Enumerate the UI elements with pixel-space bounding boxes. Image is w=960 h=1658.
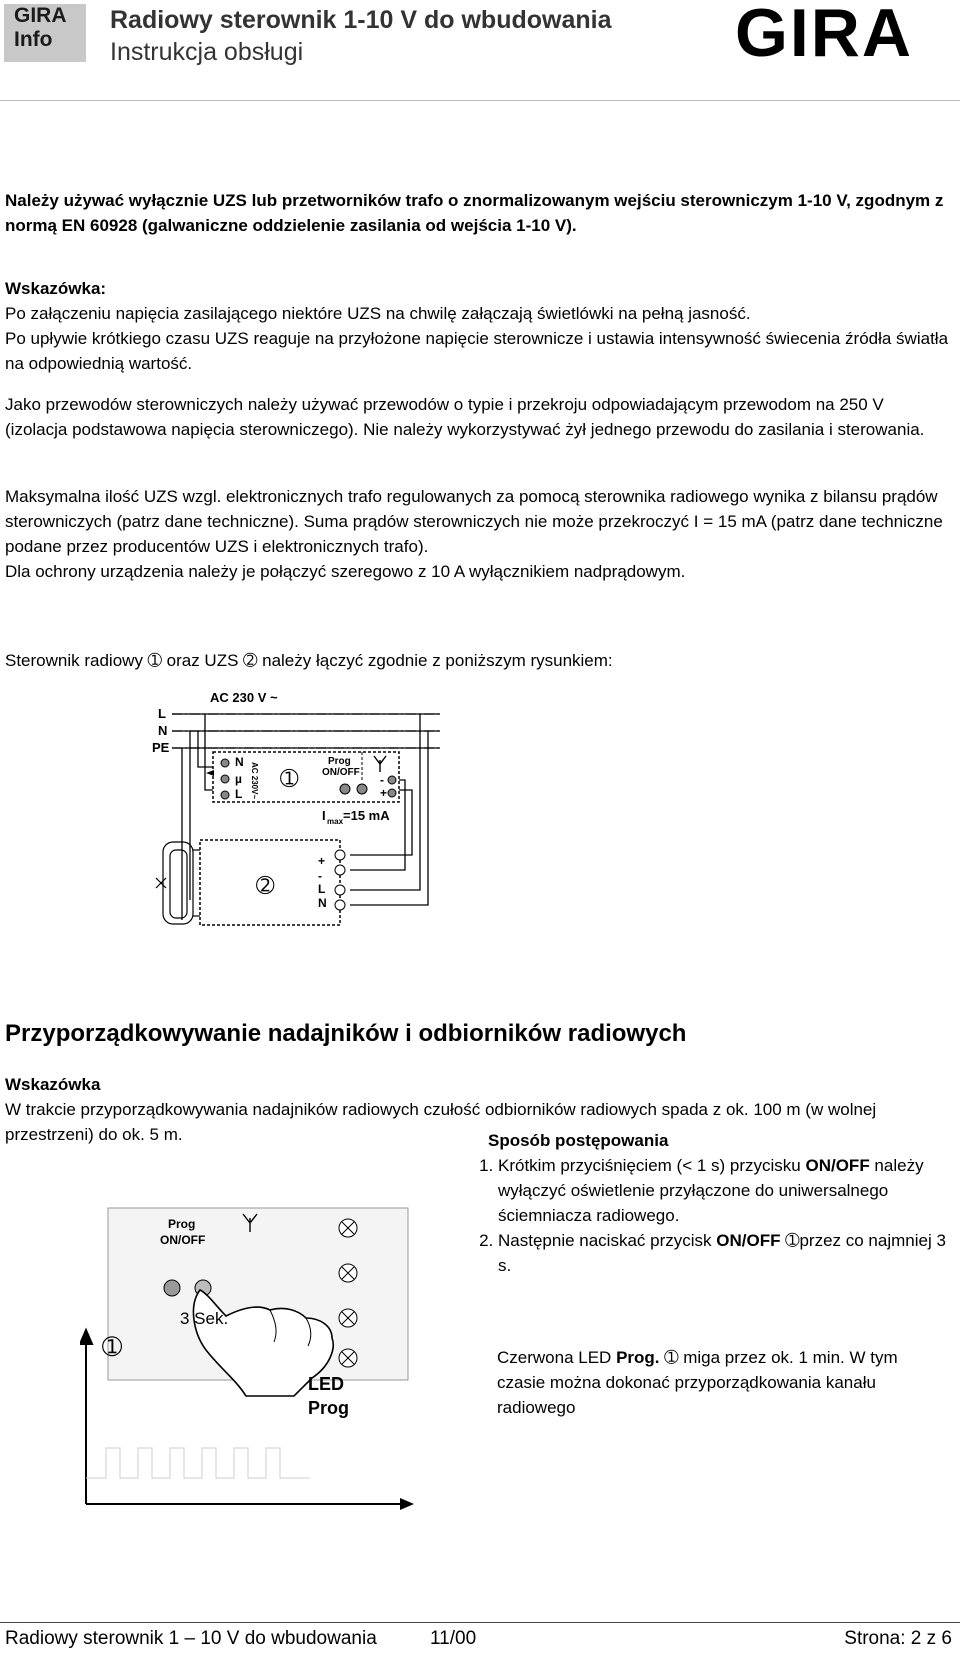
- led-blink-pulses: [86, 1448, 310, 1478]
- procedure-step-1: 1. Krótkim przyciśnięciem (< 1 s) przycisku ON/OFF należy wyłączyć oświetlenie przyłączone do uniwersalnego ściemniacza radiowego.: [498, 1153, 958, 1228]
- dev1-mu: µ: [235, 772, 242, 786]
- dev1-button: [357, 784, 367, 794]
- footer-page: Strona: 2 z 6: [844, 1628, 952, 1649]
- paragraph-max-current: [5, 484, 950, 584]
- procedure-step-2: 2. Następnie naciskać przycisk ON/OFF ➀przez co najmniej 3 s.: [498, 1228, 958, 1278]
- led-description: Czerwona LED Prog. ➀ miga przez ok. 1 min. W tym czasie można dokonać przyporządkowania kanału radiowego: [497, 1348, 898, 1417]
- imax-I: I: [322, 808, 326, 823]
- fig-seconds: 3 Sek.: [180, 1309, 229, 1328]
- fluorescent-lamp: [156, 842, 200, 924]
- dev1-plus: +: [380, 786, 388, 800]
- paragraph-max: Maksymalna ilość UZS wzgl. elektronicznych trafo regulowanych za pomocą sterownika radiowego wynika z bilansu prądów sterowniczych (patrz dane techniczne). Suma prądów sterowniczych nie może przekroczyć I = 15 mA (patrz dane techniczne podane przez producentów UZS i elektronicznych trafo).: [5, 487, 943, 556]
- led-prog-label: [308, 1372, 349, 1420]
- badge-line2: Info: [14, 28, 53, 51]
- procedure-block: [488, 1128, 958, 1278]
- footer-divider: [0, 1622, 960, 1623]
- gira-logo: GIRA: [735, 0, 913, 71]
- paragraph-protection: Dla ochrony urządzenia należy je połączyć szeregowo z 10 A wyłącznikiem nadprądowym.: [5, 562, 686, 581]
- gira-info-badge: [4, 4, 86, 62]
- fig-number: ➀: [102, 1334, 123, 1361]
- procedure-title: Sposób postępowania: [488, 1131, 669, 1150]
- page-title: Radiowy sterownik 1-10 V do wbudowania: [110, 6, 612, 34]
- dev1-N: N: [235, 755, 244, 769]
- wiring-diagram: [0, 690, 960, 980]
- footer-date: 11/00: [430, 1628, 477, 1649]
- dev1-led: [340, 784, 350, 794]
- badge-line1: GIRA: [14, 4, 67, 27]
- paragraph-connect: Sterownik radiowy ➀ oraz UZS ➁ należy łączyć zgodnie z poniższym rysunkiem:: [5, 651, 613, 670]
- dev1-minus: -: [380, 773, 384, 787]
- note-block-1: [5, 276, 950, 376]
- dev1-prog: Prog: [328, 756, 351, 767]
- imax-sub: max: [327, 817, 344, 826]
- dev2-plus: +: [318, 854, 326, 868]
- supply-label: AC 230 V ~: [210, 690, 278, 705]
- dev1-onoff: ON/OFF: [322, 767, 360, 778]
- dev1-number: ➀: [280, 766, 299, 791]
- fig-onoff: ON/OFF: [160, 1233, 206, 1247]
- imax-value: =15 mA: [343, 808, 390, 823]
- fig-prog: Prog: [168, 1217, 196, 1231]
- line-L-label: L: [158, 706, 166, 721]
- page-subtitle: Instrukcja obsługi: [110, 38, 304, 66]
- dev2-number: ➁: [256, 873, 275, 898]
- paragraph-cables: Jako przewodów sterowniczych należy używać przewodów o typie i przekroju odpowiadającym przewodom na 250 V (izolacja podstawowa napięcia sterowniczego). Nie należy wykorzystywać żył jednego przewodu do zasilania i sterowania.: [5, 395, 925, 439]
- note2-label: Wskazówka: [5, 1075, 101, 1094]
- line-N-label: N: [158, 723, 168, 738]
- note-line-1: Po załączeniu napięcia zasilającego niektóre UZS na chwilę załączają świetlówki na pełną jasność.: [5, 304, 751, 323]
- dev1-L: L: [235, 787, 243, 801]
- note-line-2: Po upływie krótkiego czasu UZS reaguje na przyłożone napięcie sterownicze i ustawia intensywność świecenia źródła światła na odpowiednią wartość.: [5, 329, 949, 373]
- dev2-minus: -: [318, 869, 322, 883]
- led-prog-text: Prog: [308, 1398, 350, 1418]
- fig-led: [164, 1280, 180, 1296]
- header-divider: [0, 100, 960, 101]
- section-heading: Przyporządkowywanie nadajników i odbiorników radiowych: [5, 1020, 687, 1047]
- footer-left: Radiowy sterownik 1 – 10 V do wbudowania: [5, 1628, 377, 1649]
- led-label: LED: [308, 1374, 344, 1394]
- note-label: Wskazówka:: [5, 279, 107, 298]
- dev2-L: L: [318, 882, 326, 896]
- dev2-N: N: [318, 896, 327, 910]
- procedure-steps: [462, 1153, 958, 1278]
- arrow-icon: [206, 770, 214, 776]
- line-PE-label: PE: [152, 740, 170, 755]
- button-press-figure: [80, 1198, 420, 1510]
- dev1-vertical-label: AC 230V~: [250, 762, 259, 800]
- note2-text: W trakcie przyporządkowywania nadajników radiowych czułość odbiorników radiowych spada z ok. 100 m (w wolnej przestrzeni) do ok. 5 m.: [5, 1100, 877, 1144]
- intro-warning: Należy używać wyłącznie UZS lub przetworników trafo o znormalizowanym wejściu sterowniczym 1-10 V, zgodnym z normą EN 60928 (galwaniczne oddzielenie zasilania od wejścia 1-10 V).: [5, 191, 944, 235]
